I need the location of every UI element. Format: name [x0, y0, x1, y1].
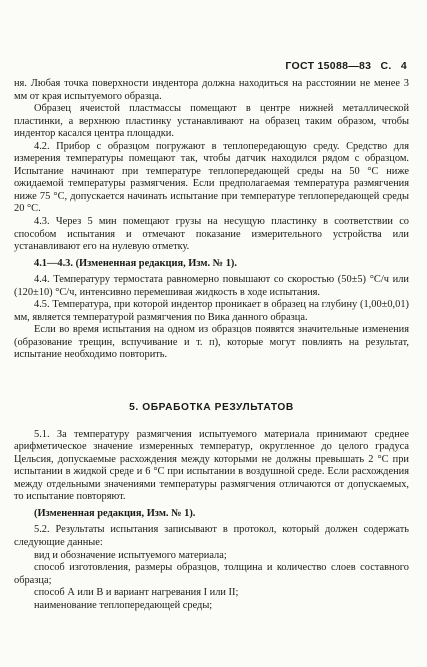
list-item: вид и обозначение испытуемого материала;: [34, 549, 227, 561]
page-header: [279, 60, 407, 72]
paragraph-4-2: 4.2. Прибор с образцом погружают в теплопередающую среду. Средство для измерения температуры помещают так, чтобы датчик находился рядом с образцом. Испытание начинают при температуре теплопередающей среды на 50 °С ниже ожидаемой температуры размягчения. Если предполагаемая температура размягчения ниже 75 °С, допускается начинать испытание при температуре теплопередающей среды 20 °С.: [14, 140, 409, 215]
section-heading-results: 5. ОБРАБОТКА РЕЗУЛЬТАТОВ: [129, 402, 294, 414]
list-item: наименование теплопередающей среды;: [34, 599, 213, 611]
protocol-data-list: [14, 550, 409, 613]
page-label: С.: [380, 60, 392, 72]
paragraph-4-4: 4.4. Температуру термостата равномерно повышают со скоростью (50±5) °С/ч или (120±10) °С/ч, интенсивно перемешивая жидкость в ходе испытания.: [14, 274, 409, 298]
paragraph-4-3: 4.3. Через 5 мин помещают грузы на несущую пластинку в соответствии со способом испытания и отмечают показание измерительного устройства или устанавливают его на нулевую отметку.: [14, 216, 409, 253]
paragraph-sample-placement: Образец ячеистой пластмассы помещают в центре нижней металлической пластинки, а верхнюю пластинку устанавливают на образец таким образом, чтобы индентор касался центра площадки.: [14, 103, 409, 140]
amendment-note-5-1: (Измененная редакция, Изм. № 1).: [34, 507, 196, 519]
paragraph-5-1: 5.1. За температуру размягчения испытуемого материала принимают среднее арифметическое значение измеренных температур, округленное до целого градуса Цельсия, допускаемые расхождения между которыми не должны превышать 2 °С при испытании в жидкой среде и 6 °С при испытании в воздушной среде. Если расхождения между отдельными значениями температуры размягчения отличаются от допускаемых, то испытание повторяют.: [14, 428, 409, 503]
list-item: способ изготовления, размеры образцов, толщина и количество слоев составного образца;: [14, 562, 409, 586]
list-item: способ А или В и вариант нагревания I или II;: [34, 587, 239, 599]
document-body: [14, 78, 409, 612]
paragraph-repeat-test: Если во время испытания на одном из образцов появятся значительные изменения (образование трещин, вспучивание и т. п), которые могут повлиять на результат, испытание необходимо повторить.: [14, 324, 409, 361]
paragraph-5-2: 5.2. Результаты испытания записывают в протокол, который должен содержать следующие данные:: [14, 524, 409, 548]
standard-number: ГОСТ 15088—83: [285, 60, 372, 72]
paragraph-continuation: ня. Любая точка поверхности индентора должна находиться на расстоянии не менее 3 мм от края испытуемого образца.: [14, 78, 409, 102]
page-number: 4: [400, 60, 407, 72]
paragraph-4-5: 4.5. Температура, при которой индентор проникает в образец на глубину (1,00±0,01) мм, является температурой размягчения по Вика данного образца.: [14, 299, 409, 323]
amendment-note-4-1-4-3: 4.1—4.3. (Измененная редакция, Изм. № 1).: [34, 257, 237, 269]
